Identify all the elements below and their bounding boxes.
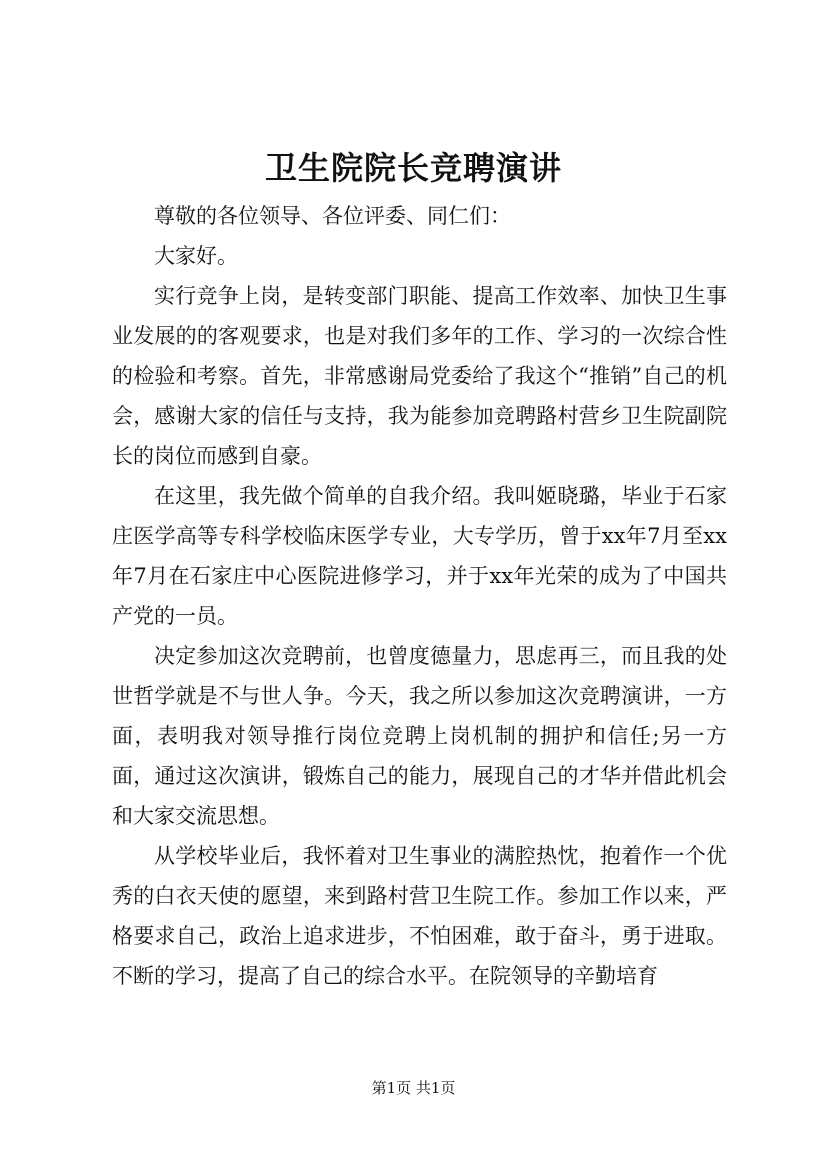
- document-title: 卫生院院长竞聘演讲: [264, 149, 562, 187]
- document-body: [112, 196, 727, 996]
- greeting-paragraph: 尊敬的各位领导、各位评委、同仁们：: [154, 204, 511, 228]
- body-paragraph: 决定参加这次竞聘前，也曾度德量力，思虑再三，而且我的处世哲学就是不与世人争。今天，我之所以参加这次竞聘演讲，一方面，表明我对领导推行岗位竞聘上岗机制的拥护和信任;另一方面，通过这次演讲，锻炼自己的能力，展现自己的才华并借此机会和大家交流思想。: [112, 644, 727, 828]
- body-paragraph: 从学校毕业后，我怀着对卫生事业的满腔热忱，抱着作一个优秀的白衣天使的愿望，来到路村营卫生院工作。参加工作以来，严格要求自己，政治上追求进步，不怕困难，敢于奋斗，勇于进取。不断的学习，提高了自己的综合水平。在院领导的辛勤培育: [112, 844, 727, 988]
- body-paragraph: 在这里，我先做个简单的自我介绍。我叫姬晓璐，毕业于石家庄医学高等专科学校临床医学专业，大专学历，曾于xx年7月至xx年7月在石家庄中心医院进修学习，并于xx年光荣的成为了中国共产党的一员。: [112, 484, 727, 628]
- body-paragraph: 实行竞争上岗，是转变部门职能、提高工作效率、加快卫生事业发展的的客观要求，也是对我们多年的工作、学习的一次综合性的检验和考察。首先，非常感谢局党委给了我这个“推销”自己的机会，感谢大家的信任与支持，我为能参加竞聘路村营乡卫生院副院长的岗位而感到自豪。: [112, 284, 727, 468]
- salutation-paragraph: 大家好。: [154, 244, 238, 268]
- page-number-footer: 第1页 共1页: [371, 1079, 456, 1097]
